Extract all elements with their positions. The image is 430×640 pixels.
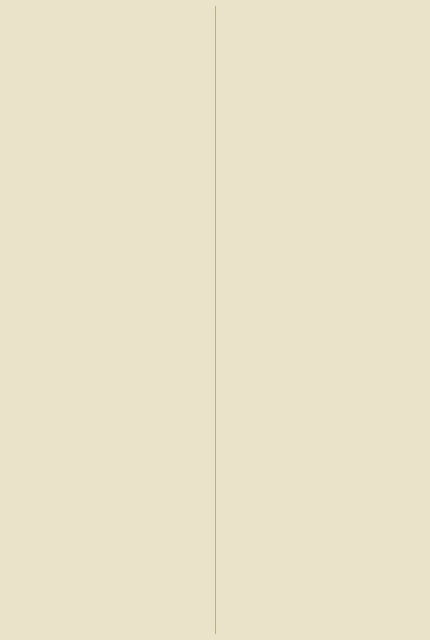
text-columns: [12, 6, 420, 634]
right-column: [216, 6, 420, 634]
left-column: [12, 6, 216, 634]
